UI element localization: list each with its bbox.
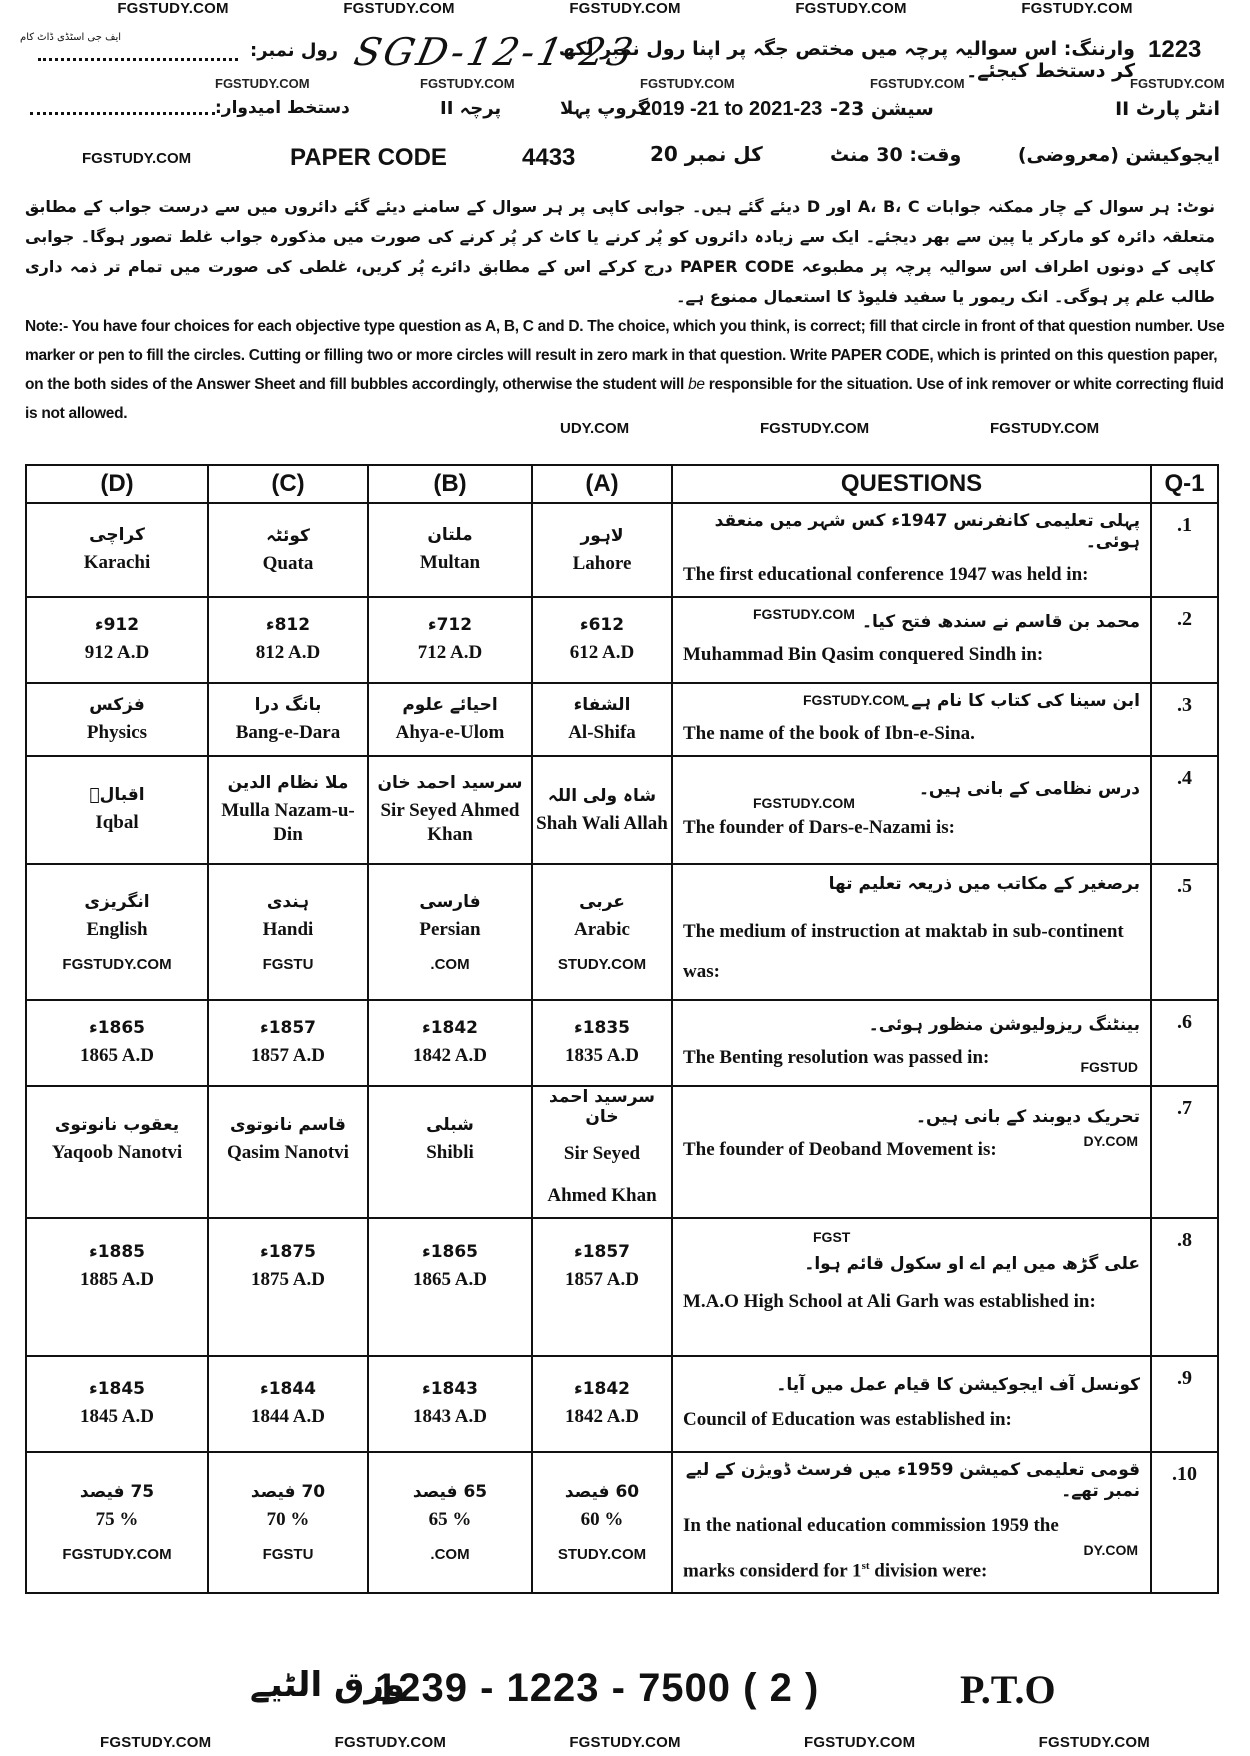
watermark: FGSTUDY.COM xyxy=(640,76,735,91)
watermark: STUDY.COM xyxy=(557,1546,647,1564)
option-b: 65 فیصد 65 % .COM xyxy=(368,1452,532,1593)
question-text: FGST علی گڑھ میں ایم اے او سکول قائم ہوا۔ M.A.O High School at Ali Garh was established in: xyxy=(672,1218,1151,1356)
watermark: FGSTUDY.COM xyxy=(569,0,681,17)
option-c: 1875ء 1875 A.D xyxy=(208,1218,368,1356)
watermark-row-mid xyxy=(0,76,1250,92)
pto-label: P.T.O xyxy=(960,1667,1056,1712)
question-text: کونسل آف ایجوکیشن کا قیام عمل میں آیا۔ Council of Education was established in: xyxy=(672,1356,1151,1452)
header-option-d: (D) xyxy=(26,465,208,503)
header-option-a: (A) xyxy=(532,465,672,503)
option-c: 1857ء 1857 A.D xyxy=(208,1000,368,1086)
urdu-instructions: نوٹ: ہر سوال کے چار ممکنہ جوابات A، B، C اور D دیئے گئے ہیں۔ جوابی کاپی پر ہر سوال کے سامنے دیئے گئے دائروں میں سے درست جواب کے مطابق متعلقہ دائرہ کو مارکر یا پین سے بھر دیجئے۔ ایک سے زیادہ دائروں کو پُر کرنے یا کاٹ کر پُر کرنے کی صورت میں مذکورہ جواب غلط تصور ہوگا۔ جوابی کاپی کے دونوں اطراف اس سوالیہ پرچہ پر مطبوعہ PAPER CODE درج کرکے اس کے مطابق دائرے پُر کریں، غلطی کی صورت میں تمام تر ذمہ داری طالب علم پر ہوگی۔ انک ریمور یا سفید فلیوڈ کا استعمال ممنوع ہے۔ xyxy=(25,197,1216,306)
watermark: .COM xyxy=(430,1546,470,1564)
table-row xyxy=(26,1086,1218,1218)
question-number: .9 xyxy=(1151,1356,1218,1452)
question-number: .7 xyxy=(1151,1086,1218,1218)
watermark: FGSTUDY.COM xyxy=(62,955,172,973)
option-c: 1844ء 1844 A.D xyxy=(208,1356,368,1452)
header-session-line xyxy=(0,96,1250,130)
question-text: FGSTUDY.COM ابن سینا کی کتاب کا نام ہے۔ The name of the book of Ibn-e-Sina. xyxy=(672,683,1151,756)
table-row xyxy=(26,683,1218,756)
watermark-row-top xyxy=(0,0,1250,17)
signature-blank xyxy=(30,112,215,115)
option-b: 1842ء 1842 A.D xyxy=(368,1000,532,1086)
watermark: FGSTUD xyxy=(1080,1059,1138,1075)
watermark: FGSTUDY.COM xyxy=(760,420,870,437)
header-warning-line xyxy=(0,30,1250,82)
option-a: 60 فیصد 60 % STUDY.COM xyxy=(532,1452,672,1593)
option-c: ہندی Handi FGSTU xyxy=(208,864,368,1000)
watermark: FGSTUDY.COM xyxy=(990,420,1100,437)
turn-over-label: ورق الٹیے xyxy=(250,1665,406,1705)
table-row xyxy=(26,1218,1218,1356)
header-paper-code-line xyxy=(0,140,1250,176)
option-c: 70 فیصد 70 % FGSTU xyxy=(208,1452,368,1593)
option-d: اقبالؒ Iqbal xyxy=(26,756,208,864)
watermark-urdu: ایف جی اسٹڈی ڈاٹ کام xyxy=(20,32,122,43)
question-text: برصغیر کے مکاتب میں ذریعہ تعلیم تھا The medium of instruction at maktab in sub-continent was: xyxy=(672,864,1151,1000)
watermark: FGSTUDY.COM xyxy=(215,76,310,91)
option-c: ملا نظام الدین Mulla Nazam-u-Din xyxy=(208,756,368,864)
total-marks: کل نمبر 20 xyxy=(650,142,763,166)
header-option-b: (B) xyxy=(368,465,532,503)
watermark: FGSTUDY.COM xyxy=(1021,0,1133,17)
watermark: FGSTUDY.COM xyxy=(117,0,229,17)
handwritten-annotation: SGD-12-1-23 xyxy=(350,30,640,74)
watermark: FGSTUDY.COM xyxy=(753,795,855,811)
print-codes: 1239 - 1223 - 7500 ( 2 ) xyxy=(375,1666,820,1710)
table-header-row xyxy=(26,465,1218,503)
question-number: .4 xyxy=(1151,756,1218,864)
time-allowed: وقت: 30 منٹ xyxy=(830,144,962,166)
watermark: FGSTUDY.COM xyxy=(100,1734,212,1751)
table-row xyxy=(26,597,1218,683)
option-d: 75 فیصد 75 % FGSTUDY.COM xyxy=(26,1452,208,1593)
signature-label: دستخط امیدوار: xyxy=(215,98,350,118)
watermark: FGSTUDY.COM xyxy=(420,76,515,91)
question-text: پہلی تعلیمی کانفرنس 1947ء کس شہر میں منعقد ہوئی۔ The first educational conference 1947 was held in: xyxy=(672,503,1151,597)
class-label: انٹر پارٹ II xyxy=(1115,98,1220,120)
table-row xyxy=(26,1452,1218,1593)
question-number: .2 xyxy=(1151,597,1218,683)
page-footer xyxy=(0,1660,1250,1730)
table-row xyxy=(26,1356,1218,1452)
option-d: 1845ء 1845 A.D xyxy=(26,1356,208,1452)
option-d: 912ء 912 A.D xyxy=(26,597,208,683)
watermark: FGSTUDY.COM xyxy=(803,692,905,708)
site-label: FGSTUDY.COM xyxy=(82,150,192,167)
instructions-part2: responsible for the situation. Use of ink remover or white correcting fluid is not allowed. xyxy=(25,376,1224,422)
option-b: 712ء 712 A.D xyxy=(368,597,532,683)
watermark: FGSTUDY.COM xyxy=(334,1734,447,1751)
option-a: 1835ء 1835 A.D xyxy=(532,1000,672,1086)
option-b: ملتان Multan xyxy=(368,503,532,597)
watermark: UDY.COM xyxy=(560,420,630,437)
table-row xyxy=(26,1000,1218,1086)
watermark: FGSTUDY.COM xyxy=(870,76,965,91)
watermark: FGSTUDY.COM xyxy=(803,1734,916,1751)
option-a: لاہور Lahore xyxy=(532,503,672,597)
question-text: FGSTUDY.COM محمد بن قاسم نے سندھ فتح کیا۔ Muhammad Bin Qasim conquered Sindh in: xyxy=(672,597,1151,683)
option-a: عربی Arabic STUDY.COM xyxy=(532,864,672,1000)
option-a: سرسید احمد خان Sir Seyed Ahmed Khan xyxy=(532,1086,672,1218)
question-number: .3 xyxy=(1151,683,1218,756)
table-row xyxy=(26,756,1218,864)
option-a: 1842ء 1842 A.D xyxy=(532,1356,672,1452)
question-text: تحریک دیوبند کے بانی ہیں۔ The founder of Deoband Movement is: DY.COM xyxy=(672,1086,1151,1218)
option-a: الشفاء Al-Shifa xyxy=(532,683,672,756)
paper-code-label: PAPER CODE xyxy=(290,144,447,171)
watermark-row-bottom xyxy=(0,1734,1250,1751)
session-years: 2019 -21 to 2021-23 xyxy=(640,98,823,120)
header-option-c: (C) xyxy=(208,465,368,503)
option-b: 1865ء 1865 A.D xyxy=(368,1218,532,1356)
question-number: .1 xyxy=(1151,503,1218,597)
option-d: یعقوب نانوتوی Yaqoob Nanotvi xyxy=(26,1086,208,1218)
option-d: 1865ء 1865 A.D xyxy=(26,1000,208,1086)
table-row xyxy=(26,864,1218,1000)
watermark: FGSTU xyxy=(262,1546,314,1564)
watermark: FGSTUDY.COM xyxy=(569,1734,681,1751)
instructions-italic: be xyxy=(688,376,705,393)
table-row xyxy=(26,503,1218,597)
watermark: DY.COM xyxy=(1083,1542,1138,1559)
subject-title: ایجوکیشن (معروضی) xyxy=(1017,144,1220,166)
watermark: FGSTUDY.COM xyxy=(753,606,855,622)
option-c: کوئٹہ Quata xyxy=(208,503,368,597)
roll-number-blank xyxy=(38,58,238,61)
option-c: بانگ درا Bang-e-Dara xyxy=(208,683,368,756)
english-instructions xyxy=(25,312,1225,428)
option-d: فزکس Physics xyxy=(26,683,208,756)
header-question-number: Q-1 xyxy=(1151,465,1218,503)
watermark: FGSTUDY.COM xyxy=(795,0,907,17)
question-number: .5 xyxy=(1151,864,1218,1000)
watermark: .COM xyxy=(430,955,470,973)
roll-code: 1223 xyxy=(1148,36,1202,63)
option-b: احیائے علوم Ahya-e-Ulom xyxy=(368,683,532,756)
option-d: 1885ء 1885 A.D xyxy=(26,1218,208,1356)
watermark: DY.COM xyxy=(1083,1133,1138,1149)
question-text: بینٹنگ ریزولیوشن منظور ہوئی۔ The Benting resolution was passed in: FGSTUD xyxy=(672,1000,1151,1086)
questions-table xyxy=(25,464,1219,1594)
question-number: .8 xyxy=(1151,1218,1218,1356)
watermark: FGSTUDY.COM xyxy=(343,0,455,17)
option-a: شاہ ولی اللہ Shah Wali Allah xyxy=(532,756,672,864)
paper-label: پرچہ II xyxy=(440,98,502,119)
watermark: STUDY.COM xyxy=(557,955,647,973)
watermark: FGSTUDY.COM xyxy=(1130,76,1225,91)
option-c: قاسم نانوتوی Qasim Nanotvi xyxy=(208,1086,368,1218)
option-b: 1843ء 1843 A.D xyxy=(368,1356,532,1452)
option-a: 1857ء 1857 A.D xyxy=(532,1218,672,1356)
watermark: FGSTUDY.COM xyxy=(62,1546,172,1564)
question-text: درس نظامی کے بانی ہیں۔ FGSTUDY.COM The founder of Dars-e-Nazami is: xyxy=(672,756,1151,864)
session-label: سیشن 23- xyxy=(830,98,934,120)
paper-code-value: 4433 xyxy=(522,144,576,171)
watermark: FGSTUDY.COM xyxy=(1038,1734,1150,1751)
option-a: 612ء 612 A.D xyxy=(532,597,672,683)
option-b: فارسی Persian .COM xyxy=(368,864,532,1000)
question-number: .6 xyxy=(1151,1000,1218,1086)
question-text: قومی تعلیمی کمیشن 1959ء میں فرسٹ ڈویژن کے لیے نمبر تھے۔ In the national education commission 1959 the DY.COM marks considerd for 1st division were: xyxy=(672,1452,1151,1593)
warning-text: وارننگ: اس سوالیہ پرچہ میں مختص جگہ پر اپنا رول نمبر لکھ کر دستخط کیجئے۔ xyxy=(558,38,1135,82)
watermark: FGSTU xyxy=(262,956,314,973)
question-number: .10 xyxy=(1151,1452,1218,1593)
option-c: 812ء 812 A.D xyxy=(208,597,368,683)
option-d: انگریزی English FGSTUDY.COM xyxy=(26,864,208,1000)
option-b: شبلی Shibli xyxy=(368,1086,532,1218)
group-label: گروپ پہلا xyxy=(560,98,649,119)
option-d: کراچی Karachi xyxy=(26,503,208,597)
header-questions: QUESTIONS xyxy=(672,465,1151,503)
watermark: FGST xyxy=(813,1229,851,1245)
instructions-part1: Note:- You have four choices for each objective type question as A, B, C and D. The choice, which you think, is correct; fill that circle in front of that question number. Use marker or pen to fill the circles. Cutting or filling two or more circles will result in zero mark in that question. Write PAPER CODE, which is printed on this question paper, on the both sides of the Answer Sheet and fill bubbles accordingly, otherwise the student will xyxy=(25,318,1225,393)
option-b: سرسید احمد خان Sir Seyed Ahmed Khan xyxy=(368,756,532,864)
roll-number-label: رول نمبر: xyxy=(250,40,339,61)
